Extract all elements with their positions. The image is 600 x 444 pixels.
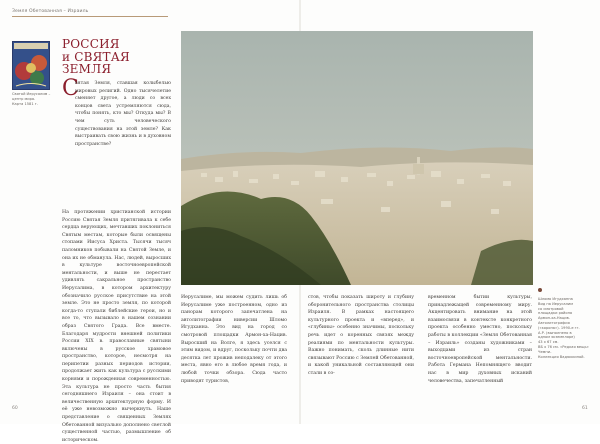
text-column-4 [428,294,532,385]
paragraph: вятая Земля, ставшая колыбелью мировых религий. Одно тысячелетие сменяет другое, а люди со всех концов света устремляются сюда, чтобы понять, кто мы? Откуда мы? В чем суть человеческого существования на этой земле? Как выстраивать свою жизнь и в духовном пространстве? [75,81,171,147]
paragraph: временном бытии культуры, принадлежащей современному миру. Акцентировать внимание на этой взаимосвязи в контексте конкретного проекта особенно уместно, поскольку работы в коллекции «Земля Обетованная – Израиль» созданы художниками – выходцами из стран восточноевропейской ментальности. Работа Германа Непомнящего вводит нас в мир духовных исканий человечества, запечатленный [428,295,532,384]
page-number-right: 61 [582,406,588,411]
title-line-2: и СВЯТАЯ ЗЕМЛЯ [62,49,130,76]
caption-marker [538,288,542,292]
paragraph: стов, чтобы показать широту и глубину оборонительного пространства столицы Израиля. В рамках настоящего культурного проекта и «вперед», и «глубины» особенно значимы, поскольку речь идет о коренных связях между реалиями по ментальности культуры. Важно понимать, сколь длинные нити связывают Россию с Землей Обетованной, и какой уникальной составляющей они стали в со- [308,295,414,376]
paragraph: Иерусалиме, мы можем судить лишь об Иерусалиме уже построенном, одно из панорам которого запечатлена на автолитографии ниверсии Шломо Игудханна. Это вид на город со смотровой площадки Армон-ха-Нацив. Выросший на Волге, я здесь уселся с этим видом, и вдруг, поскольку почти два десятка лет прожив неподалеку от этого места, явно его в любое время года, и любой точки обзора. Сюда часто приводят туристов, [181,295,287,384]
map-thumbnail [12,41,50,90]
jerusalem-painting [181,31,533,285]
page-number-left: 60 [12,406,18,411]
drop-cap: С [62,76,79,101]
text-column-1 [75,80,171,148]
running-head: Земля Обетованная – Израиль [12,9,89,14]
paragraph: На протяжении христианской истории Россию Святая Земля притягивала к себе сердца верующих, мечтавших поклониться Святым местам, которые были освящены стопами Иисуса Христа. Тысячи тысяч паломников побывали на Святой Земле, и она их не обманула. Нас, людей, выросших в культуре восточноевропейской ментальности, и выше не перестает удивлять сакральное пространство Иерусалима, в котором архитектуру обозначило русское присутствие на этой земле. Это не просто земля, по которой когда-то ступали библейские герои, но и все то, что вызывало в нашем сознании образ Святого Града. Все вместе. Благодаря мудрости внешней политики России XIX в. православные святыни включены в русское храмовое пространство, которое, несмотря на перипетии разных периодов истории, продолжает жить как культура с русскими корнями и порожденная современностью. Эта культура не просто часть бытия сегодняшнего Израиля – она стоит в величественную архитектурную форму. И её уже невозможно вычеркнуть. Наше представление о священных Землях Обетованной визуально дополнено светлой существенной частью, размышление об историческом. [62,210,171,443]
text-column-2 [181,294,287,385]
header-rule [12,16,168,17]
article-title [62,38,172,76]
map-caption: Святой Иерусалим – центр мира. Карта 1581 г. [12,92,51,106]
painting-caption: Шломо Игудханна Вид на Иерусалим со смотровой площадки района Армон-ха-Нацив. Автолитография («корона»). 1990-е гг. А.Р. (выполнено в одном экземпляре) 43 х 67 см. ВБ х 76 см. «Редкая вещь» Чемпи- Коллекция Вадюхкиной. [538,297,589,359]
text-column-1-continued [62,209,171,444]
text-column-3 [308,294,414,378]
title-line-1: РОССИЯ [62,37,120,51]
